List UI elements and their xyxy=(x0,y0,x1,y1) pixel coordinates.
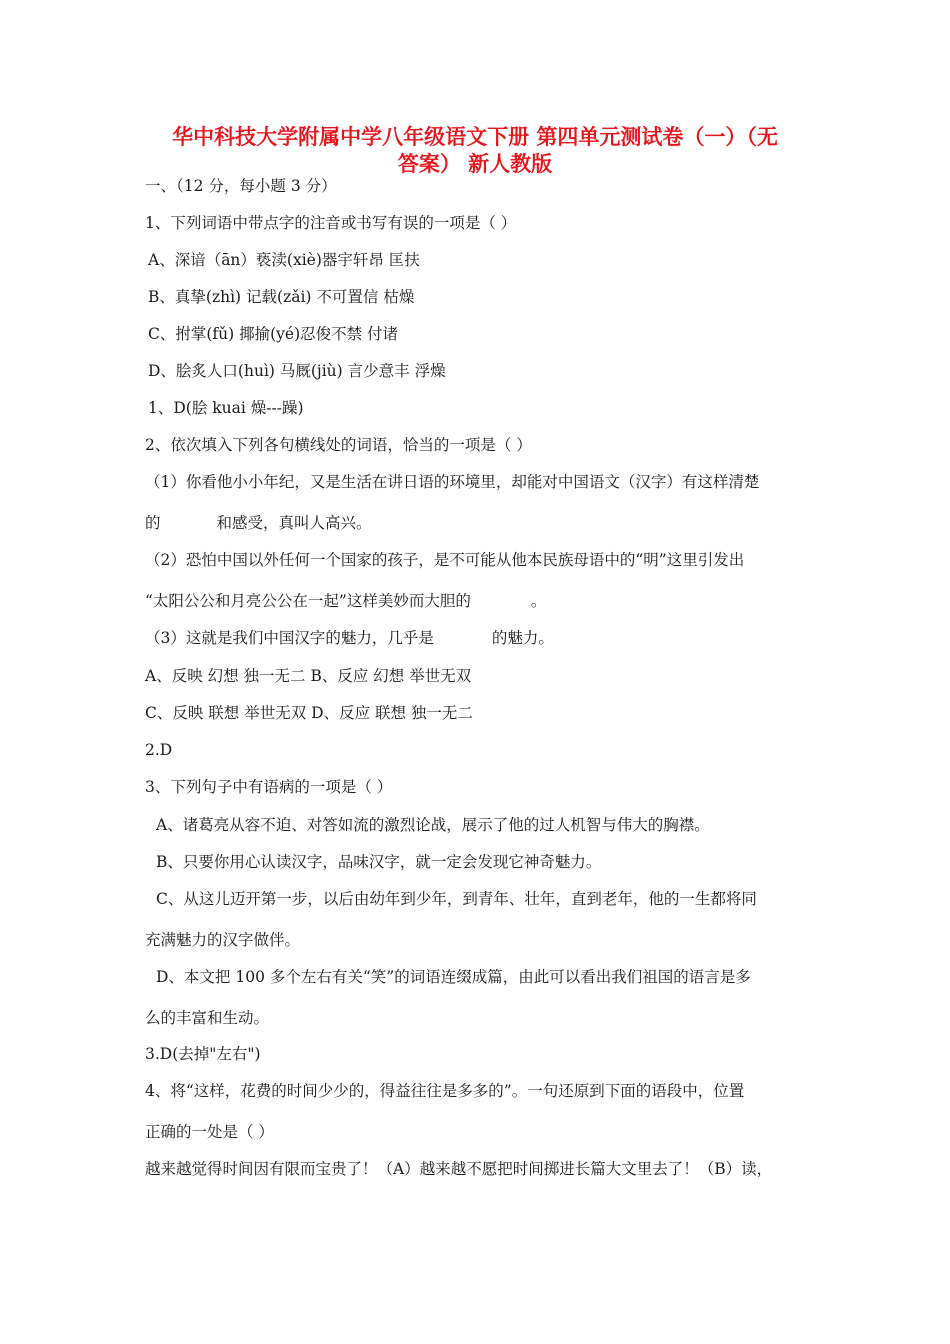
document-title-line1: 华中科技大学附属中学八年级语文下册 第四单元测试卷（一）（无 xyxy=(172,125,778,149)
question-2-options-cd: C、反映 联想 举世无双 D、反应 联想 独一无二 xyxy=(145,704,473,722)
question-2-stem: 2、依次填入下列各句横线处的词语，恰当的一项是（ ） xyxy=(145,436,532,454)
question-1-option-a: A、深谙（ān）亵渎(xiè)器宇轩昂 匡扶 xyxy=(148,251,420,269)
question-2-sentence-2a: （2）恐怕中国以外任何一个国家的孩子，是不可能从他本民族母语中的“明”这里引发出 xyxy=(145,551,745,569)
question-3-option-a: A、诸葛亮从容不迫、对答如流的激烈论战，展示了他的过人机智与伟大的胸襟。 xyxy=(156,816,710,834)
sentence-2b-start: “太阳公公和月亮公公在一起”这样美妙而大胆的 xyxy=(145,592,471,610)
sentence-3-start: （3）这就是我们中国汉字的魅力，几乎是 xyxy=(145,629,434,647)
question-2-answer: 2.D xyxy=(145,741,173,759)
question-3-option-c-line2: 充满魅力的汉字做伴。 xyxy=(145,931,301,949)
question-4-passage: 越来越觉得时间因有限而宝贵了！（A）越来越不愿把时间掷进长篇大文里去了！（B）读， xyxy=(145,1160,773,1178)
question-4-stem-line2: 正确的一处是（ ） xyxy=(145,1123,274,1141)
question-3-option-c-line1: C、从这儿迈开第一步，以后由幼年到少年，到青年、壮年，直到老年，他的一生都将同 xyxy=(156,890,757,908)
sentence-1b-start: 的 xyxy=(145,514,161,532)
question-1-option-b: B、真挚(zhì) 记载(zǎi) 不可置信 枯燥 xyxy=(148,288,415,306)
question-4-stem-line1: 4、将“这样，花费的时间少少的，得益往往是多多的”。一句还原到下面的语段中，位置 xyxy=(145,1082,745,1100)
sentence-2b-end: 。 xyxy=(530,592,547,610)
sentence-3-end: 的魅力。 xyxy=(491,629,554,647)
question-2-sentence-1a: （1）你看他小小年纪，又是生活在讲日语的环境里，却能对中国语文（汉字）有这样清楚 xyxy=(145,473,760,491)
question-1-option-c: C、拊掌(fǔ) 揶揄(yé)忍俊不禁 付诸 xyxy=(148,325,399,343)
question-2-sentence-1b xyxy=(145,513,372,533)
question-3-answer: 3.D(去掉"左右") xyxy=(145,1045,261,1063)
question-3-option-d-line1: D、本文把 100 多个左右有关“笑”的词语连缀成篇，由此可以看出我们祖国的语言是多 xyxy=(156,968,751,986)
document-title-line2: 答案） 新人教版 xyxy=(397,152,553,176)
sentence-1b-end: 和感受，真叫人高兴。 xyxy=(216,514,372,532)
question-2-sentence-3 xyxy=(145,628,554,648)
section-heading: 一、（12 分，每小题 3 分） xyxy=(145,177,337,195)
question-3-option-d-line2: 么的丰富和生动。 xyxy=(145,1009,270,1027)
question-2-options-ab: A、反映 幻想 独一无二 B、反应 幻想 举世无双 xyxy=(145,667,472,685)
question-1-stem: 1、下列词语中带点字的注音或书写有误的一项是（ ） xyxy=(145,214,517,232)
question-1-answer: 1、D(脍 kuai 燥---躁) xyxy=(148,399,304,417)
question-3-option-b: B、只要你用心认读汉字，品味汉字，就一定会发现它神奇魅力。 xyxy=(156,853,602,871)
question-1-option-d: D、脍炙人口(huì) 马厩(jiù) 言少意丰 浮燥 xyxy=(148,362,446,380)
question-2-sentence-2b xyxy=(145,591,546,611)
question-3-stem: 3、下列句子中有语病的一项是（ ） xyxy=(145,778,393,796)
